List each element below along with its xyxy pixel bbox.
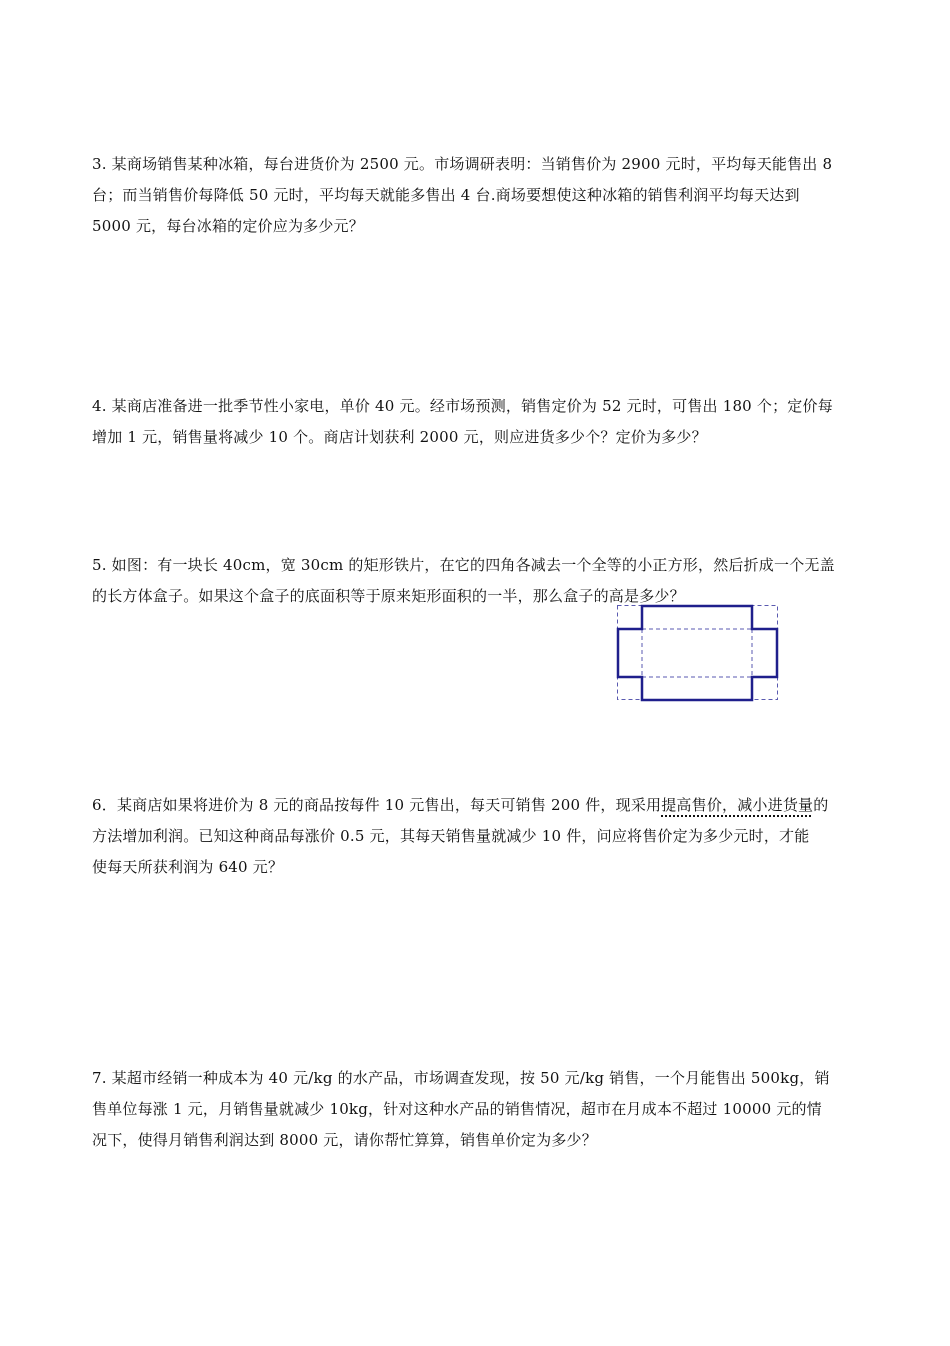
problem-5: [92, 550, 864, 612]
problem-7-line-1: 7. 某超市经销一种成本为 40 元/kg 的水产品，市场调查发现，按 50 元/kg 销售，一个月能售出 500kg，销: [92, 1069, 830, 1087]
emphasized-phrase: 提高售价，减小进货量: [661, 796, 814, 814]
problem-6-line-1-end: 的: [813, 796, 829, 814]
problem-7-line-3: 况下，使得月销售利润达到 8000 元，请你帮忙算算，销售单价定为多少？: [92, 1131, 597, 1149]
box-net-diagram: [616, 604, 780, 702]
problem-6-line-2: 方法增加利润。已知这种商品每涨价 0.5 元，其每天销售量就减少 10 件，问应将售价定为多少元时，才能: [92, 827, 810, 845]
problem-6-line-1: [92, 790, 864, 821]
problem-3-line-2: 台；而当销售价每降低 50 元时，平均每天就能多售出 4 台.商场要想使这种冰箱的销售利润平均每天达到: [92, 186, 800, 204]
problem-7: [92, 1063, 864, 1156]
problem-4-line-1: 4. 某商店准备进一批季节性小家电，单价 40 元。经市场预测，销售定价为 52 元时，可售出 180 个；定价每: [92, 397, 833, 415]
problem-3: [92, 149, 864, 242]
problem-7-line-2: 售单位每涨 1 元，月销售量就减少 10kg，针对这种水产品的销售情况，超市在月成本不超过 10000 元的情: [92, 1100, 822, 1118]
problem-6-line-1-start: 6．某商店如果将进价为 8 元的商品按每件 10 元售出，每天可销售 200 件，现采用: [92, 796, 662, 814]
problem-6: [92, 790, 864, 883]
problem-5-line-2: 的长方体盒子。如果这个盒子的底面积等于原来矩形面积的一半，那么盒子的高是多少？: [92, 587, 685, 605]
problem-4: [92, 391, 864, 453]
problem-3-line-1: 3. 某商场销售某种冰箱，每台进货价为 2500 元。市场调研表明：当销售价为 2900 元时，平均每天能售出 8: [92, 155, 833, 173]
problem-4-line-2: 增加 1 元，销售量将减少 10 个。商店计划获利 2000 元，则应进货多少个？定价为多少？: [92, 428, 707, 446]
problem-6-line-3: 使每天所获利润为 640 元？: [92, 858, 284, 876]
problem-3-line-3: 5000 元，每台冰箱的定价应为多少元？: [92, 217, 364, 235]
problem-5-line-1: 5. 如图：有一块长 40cm，宽 30cm 的矩形铁片，在它的四角各减去一个全等的小正方形，然后折成一个无盖: [92, 556, 835, 574]
